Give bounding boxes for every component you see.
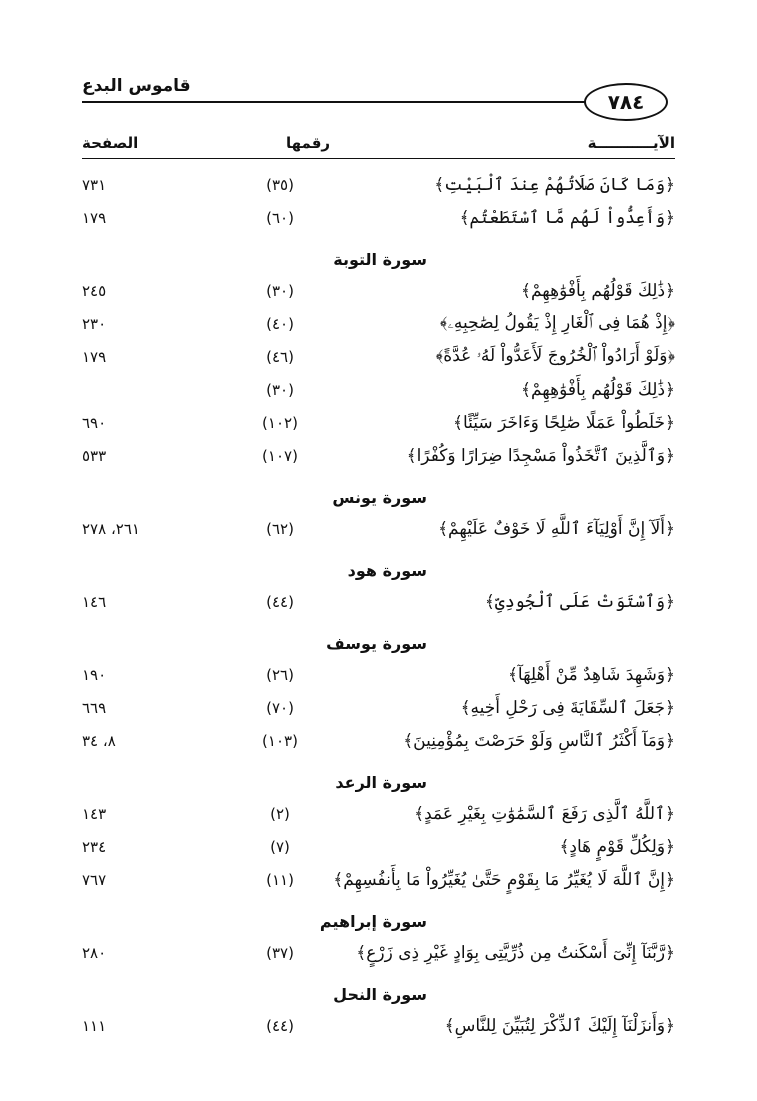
- sura-heading: [60, 549, 675, 589]
- index-row: [60, 344, 675, 377]
- verse-text: ﴿أَلَآ إِنَّ أَوْلِيَآءَ ٱللَّهِ لَا خَوْفٌ عَلَيْهِمْ﴾: [438, 519, 675, 539]
- sura-title: سورة النحل: [333, 985, 427, 1004]
- sura-heading: [60, 238, 675, 278]
- page-reference: ١٧٩: [82, 209, 107, 227]
- index-row: [60, 278, 675, 311]
- sura-title: سورة إبراهيم: [319, 912, 427, 931]
- index-content: [60, 172, 675, 1046]
- verse-text: ﴿جَعَلَ ٱلسِّقَايَةَ فِى رَحْلِ أَخِيهِ﴾: [460, 698, 675, 718]
- index-row: [60, 1013, 675, 1046]
- verse-number: (٤٤): [266, 1017, 294, 1035]
- page-reference: ١٤٦: [82, 593, 107, 611]
- sura-heading: [60, 900, 675, 940]
- index-row: [60, 410, 675, 443]
- verse-text: ﴿إِذْ هُمَا فِى ٱلْغَارِ إِذْ يَقُولُ لِصَٰحِبِهِۦ﴾: [439, 313, 675, 333]
- page-reference: ٦٩٠: [82, 414, 107, 432]
- sura-heading: [60, 761, 675, 801]
- index-row: [60, 940, 675, 973]
- index-row: [60, 695, 675, 728]
- verse-text: ﴿وَمَآ أَكْثَرُ ٱلنَّاسِ وَلَوْ حَرَصْتَ بِمُؤْمِنِينَ﴾: [403, 731, 675, 751]
- page-reference: ١١١: [82, 1017, 107, 1035]
- page-reference: ٦٦٩: [82, 699, 107, 717]
- verse-text: ﴿ذَٰلِكَ قَوْلُهُم بِأَفْوَٰهِهِمْ﴾: [521, 281, 675, 301]
- page-reference: ٨، ٣٤: [82, 732, 116, 750]
- verse-text: ﴿إِنَّ ٱللَّهَ لَا يُغَيِّرُ مَا بِقَوْمٍ حَتَّىٰ يُغَيِّرُواْ مَا بِأَنفُسِهِمْ﴾: [333, 870, 675, 890]
- verse-text: ﴿وَلَوْ أَرَادُواْ ٱلْخُرُوجَ لَأَعَدُّواْ لَهُۥ عُدَّةً﴾: [435, 346, 675, 366]
- verse-number: (٣٠): [266, 381, 294, 399]
- index-row: [60, 311, 675, 344]
- index-row: [60, 834, 675, 867]
- header-rule: [82, 101, 602, 103]
- verse-number: (١٠٣): [262, 732, 298, 750]
- verse-text: ﴿وَٱسْتَوَتْ عَلَى ٱلْجُودِىِّ﴾: [484, 592, 675, 612]
- page-reference: ٧٣١: [82, 176, 107, 194]
- verse-number: (٦٢): [266, 520, 294, 538]
- page-reference: ٧٦٧: [82, 871, 107, 889]
- page-reference: ٢٦١، ٢٧٨: [82, 520, 140, 538]
- verse-number: (٣٠): [266, 282, 294, 300]
- page-reference: ١٩٠: [82, 666, 107, 684]
- page-reference: ٢٣٠: [82, 315, 107, 333]
- index-row: [60, 589, 675, 622]
- page-reference: ١٤٣: [82, 805, 107, 823]
- verse-number: (١٠٢): [262, 414, 298, 432]
- number-column-label: رقمها: [286, 134, 331, 152]
- sura-title: سورة يونس: [332, 488, 427, 507]
- sura-heading: [60, 476, 675, 516]
- sura-heading: [60, 973, 675, 1013]
- index-row: [60, 205, 675, 238]
- verse-number: (٦٠): [266, 209, 294, 227]
- running-header: [60, 72, 680, 122]
- verse-text: ﴿وَأَعِدُّواْ لَهُم مَّا ٱسْتَطَعْتُم﴾: [459, 208, 675, 228]
- index-row: [60, 867, 675, 900]
- verse-text: ﴿ذَٰلِكَ قَوْلُهُم بِأَفْوَٰهِهِمْ﴾: [521, 380, 675, 400]
- page-reference: ٢٤٥: [82, 282, 107, 300]
- index-row: [60, 801, 675, 834]
- page-column-label: الصفحة: [82, 134, 139, 152]
- column-header: [60, 134, 675, 162]
- verse-text: ﴿ٱللَّهُ ٱلَّذِى رَفَعَ ٱلسَّمَٰوَٰتِ بِغَيْرِ عَمَدٍ﴾: [414, 804, 675, 824]
- verse-number: (٢): [270, 805, 290, 823]
- verse-column-label: الآيـــــــــــة: [587, 134, 675, 152]
- verse-text: ﴿خَلَطُواْ عَمَلًا صَٰلِحًا وَءَاخَرَ سَيِّئًا﴾: [453, 413, 675, 433]
- verse-number: (٤٤): [266, 593, 294, 611]
- column-header-rule: [82, 158, 675, 159]
- page-reference: ١٧٩: [82, 348, 107, 366]
- verse-text: ﴿وَشَهِدَ شَاهِدٌ مِّنْ أَهْلِهَآ﴾: [507, 665, 675, 685]
- index-row: [60, 377, 675, 410]
- verse-number: (٣٥): [266, 176, 294, 194]
- page-reference: ٥٣٣: [82, 447, 107, 465]
- verse-number: (٧): [270, 838, 290, 856]
- sura-title: سورة الرعد: [335, 773, 427, 792]
- verse-number: (٧٠): [266, 699, 294, 717]
- book-title: قاموس البدع: [82, 76, 191, 96]
- verse-text: ﴿رَّبَّنَآ إِنِّىٓ أَسْكَنتُ مِن ذُرِّيَّتِى بِوَادٍ غَيْرِ ذِى زَرْعٍ﴾: [356, 943, 675, 963]
- index-row: [60, 728, 675, 761]
- index-row: [60, 443, 675, 476]
- verse-number: (١٠٧): [262, 447, 298, 465]
- sura-title: سورة يوسف: [326, 634, 427, 653]
- page-reference: ٢٨٠: [82, 944, 107, 962]
- sura-title: سورة التوبة: [333, 250, 427, 269]
- verse-number: (١١): [266, 871, 294, 889]
- verse-number: (٤٦): [266, 348, 294, 366]
- verse-text: ﴿وَمَا كَانَ صَلَاتُهُمْ عِندَ ٱلْبَيْتِ﴾: [434, 175, 675, 195]
- verse-text: ﴿وَلِكُلِّ قَوْمٍ هَادٍ﴾: [559, 837, 675, 857]
- verse-text: ﴿وَٱلَّذِينَ ٱتَّخَذُواْ مَسْجِدًا ضِرَارًا وَكُفْرًا﴾: [406, 446, 675, 466]
- verse-text: ﴿وَأَنزَلْنَآ إِلَيْكَ ٱلذِّكْرَ لِتُبَيِّنَ لِلنَّاسِ﴾: [444, 1016, 675, 1036]
- index-row: [60, 662, 675, 695]
- verse-number: (٢٦): [266, 666, 294, 684]
- verse-number: (٤٠): [266, 315, 294, 333]
- sura-title: سورة هود: [347, 561, 427, 580]
- index-row: [60, 172, 675, 205]
- verse-number: (٣٧): [266, 944, 294, 962]
- page-reference: ٢٣٤: [82, 838, 107, 856]
- index-row: [60, 516, 675, 549]
- page-number-badge: ٧٨٤: [584, 83, 668, 121]
- sura-heading: [60, 622, 675, 662]
